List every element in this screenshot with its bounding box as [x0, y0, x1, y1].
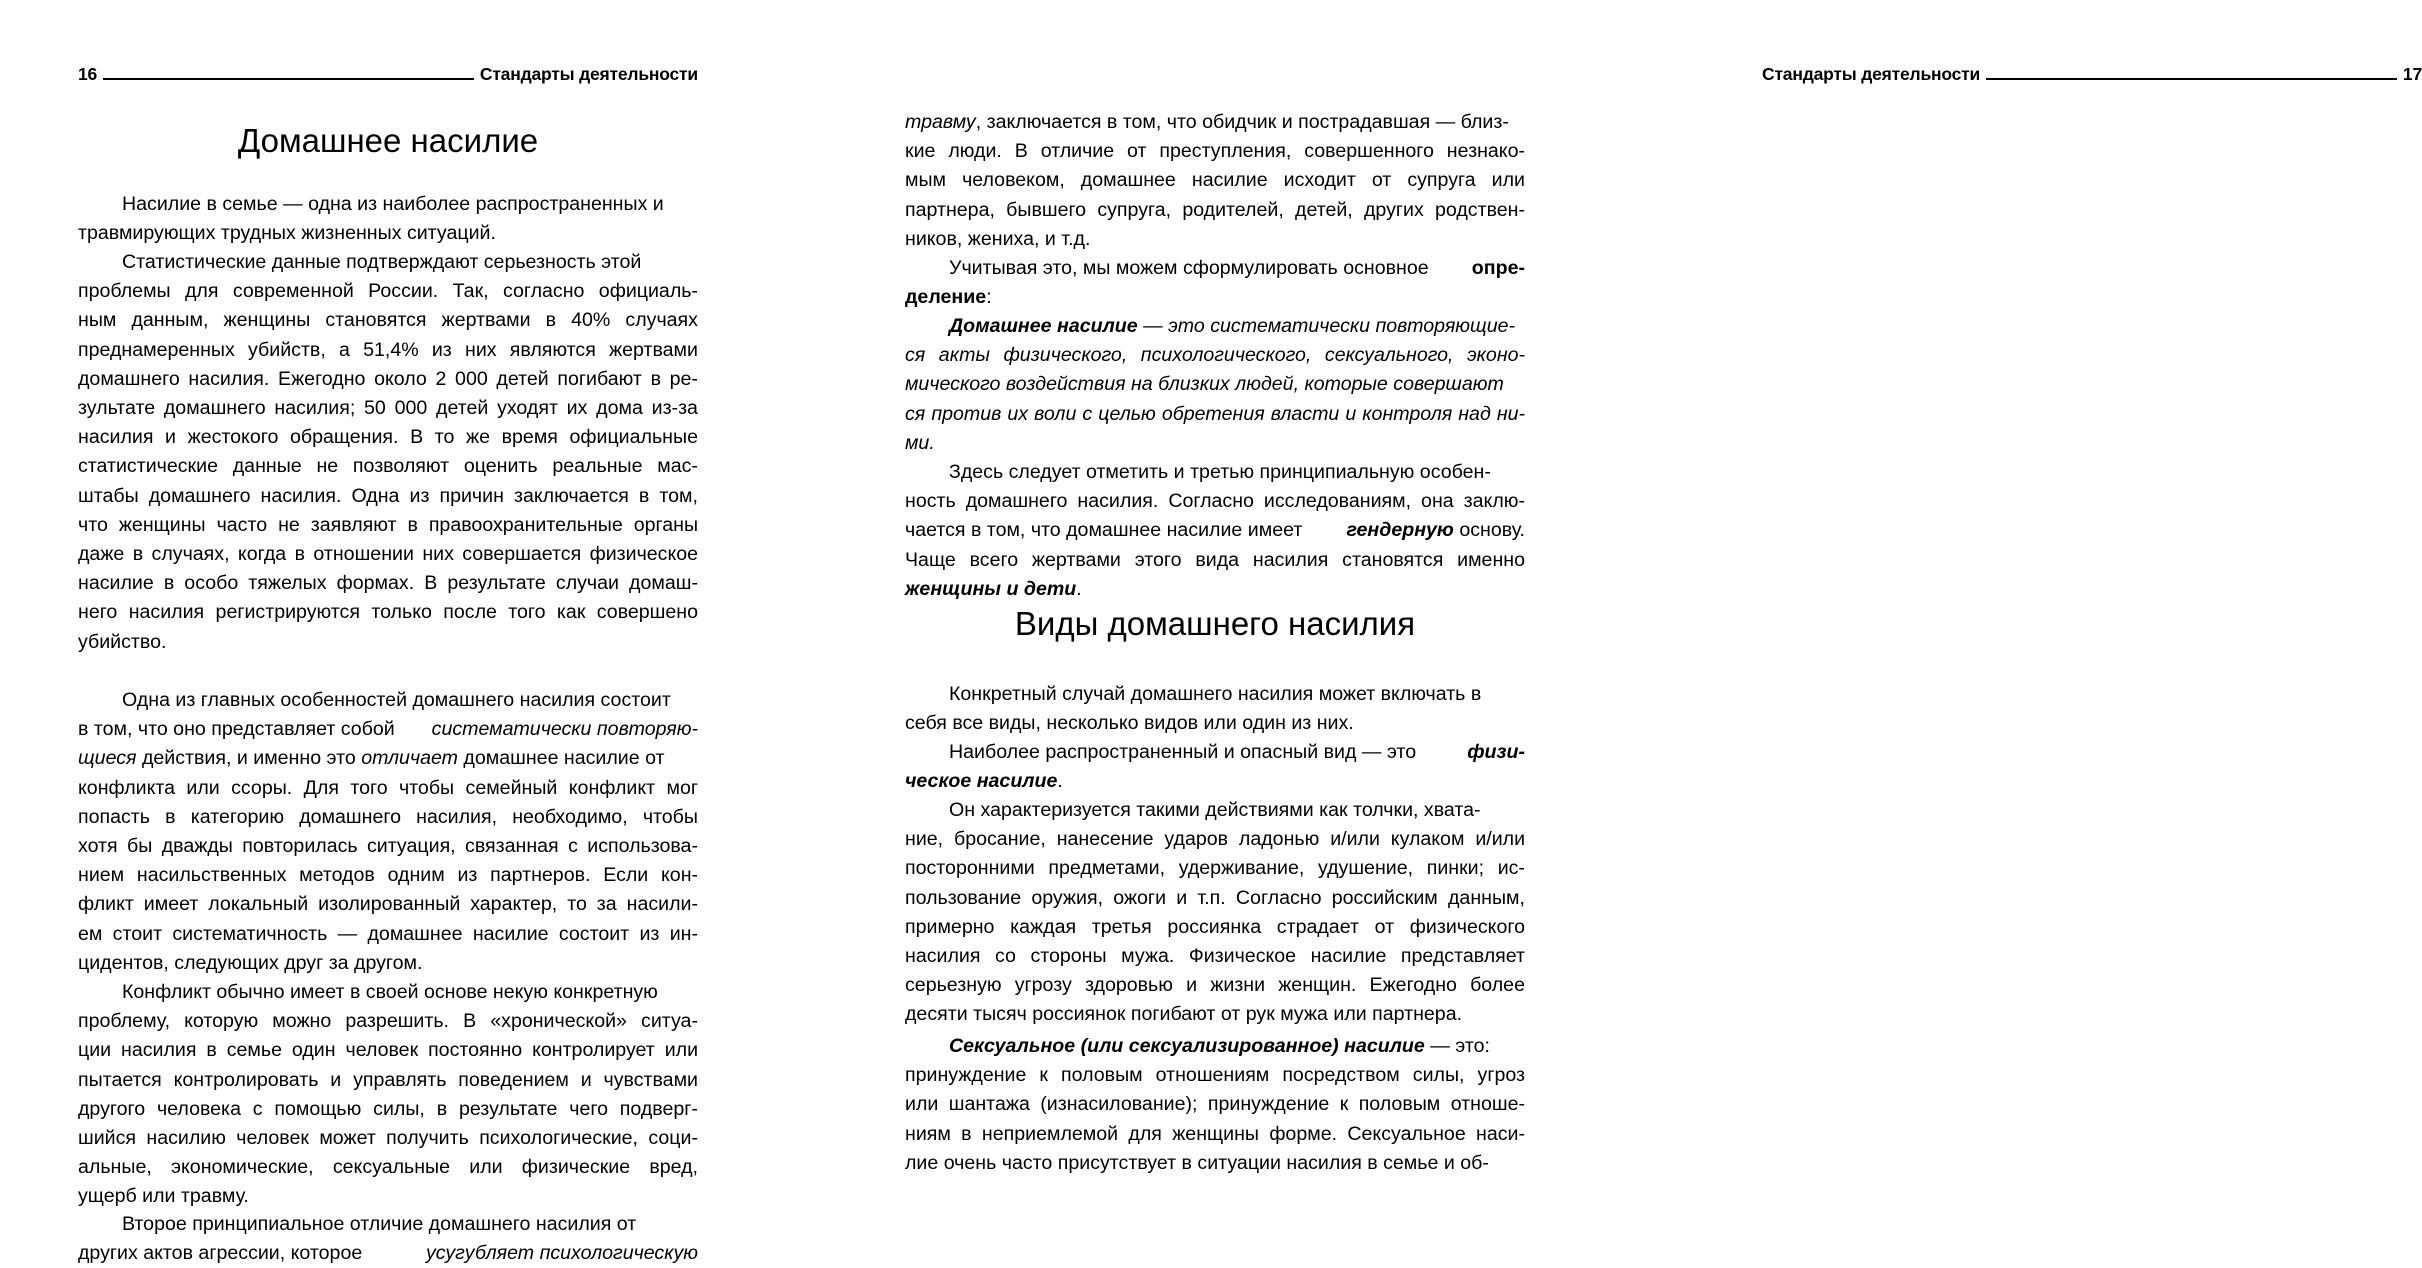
text-line: партнера, бывшего супруга, родителей, детей, других родствен-: [905, 198, 1526, 221]
paragraph-p5: [78, 1210, 698, 1268]
paragraph-r2: [905, 254, 1525, 312]
text-line: посторонними предметами, удерживание, удушение, пинки; ис-: [905, 857, 1525, 880]
text-line: альные, экономические, сексуальные или физические вред,: [78, 1156, 698, 1179]
text-line: в том, что оно представляет собой систематически повторяю-: [78, 718, 698, 741]
running-head-rule-right: [1986, 78, 2397, 80]
text-line: ся акты физического, психологического, сексуального, эконо-: [905, 344, 1526, 367]
text-line: преднамеренных убийств, а 51,4% из них являются жертвами: [78, 338, 698, 361]
text-line: травмирующих трудных жизненных ситуаций.: [78, 222, 496, 245]
paragraph-r3-definition: [905, 312, 1525, 458]
text-line: Он характеризуется такими действиями как толчки, хвата-: [949, 799, 1481, 821]
text-line: попасть в категорию домашнего насилия, необходимо, чтобы: [78, 805, 698, 828]
paragraph-r4: [905, 458, 1525, 604]
running-head-left: [78, 64, 698, 85]
text-line: принуждение к половым отношениям посредством силы, угроз: [905, 1064, 1526, 1087]
text-line: Наиболее распространенный и опасный вид — это физи-: [949, 741, 1525, 763]
text-line: мым человеком, домашнее насилие исходит от супруга или: [905, 169, 1525, 192]
page-number-right: 17: [2402, 64, 2422, 84]
text-line: пытается контролировать и управлять поведением и чувствами: [78, 1068, 698, 1091]
text-line: насилия и жестокого обращения. В то же время официальные: [78, 426, 698, 449]
text-line: зультате домашнего насилия; 50 000 детей уходят их дома из-за: [78, 397, 698, 420]
text-line: Домашнее насилие — это систематически повторяющие-: [949, 315, 1516, 337]
paragraph-r1: [905, 108, 1525, 254]
text-line: ми.: [905, 431, 935, 454]
text-line: Здесь следует отметить и третью принципиальную особен-: [949, 461, 1491, 483]
text-line: женщины и дети.: [905, 577, 1082, 600]
text-line: домашнего насилия. Ежегодно около 2 000 детей погибают в ре-: [78, 367, 698, 390]
text-line: себя все виды, несколько видов или один из них.: [905, 712, 1354, 735]
text-line: Второе принципиальное отличие домашнего насилия от: [122, 1213, 637, 1235]
section-heading-types-of-domestic-violence: Виды домашнего насилия: [1014, 605, 1416, 642]
running-head-title-right: Стандарты деятельности: [1762, 64, 1981, 84]
text-line: примерно каждая третья россиянка страдает от физического: [905, 915, 1525, 938]
text-line: Чаще всего жертвами этого вида насилия становятся именно: [905, 548, 1525, 571]
text-line: серьезную угрозу здоровью и жизни женщин. Ежегодно более: [905, 974, 1525, 997]
text-line: Насилие в семье — одна из наиболее распространенных и: [122, 193, 664, 215]
running-head-title-left: Стандарты деятельности: [479, 64, 698, 84]
text-line: ческое насилие.: [905, 770, 1063, 793]
running-head-right: [1762, 64, 2422, 85]
running-head-rule-left: [103, 78, 474, 80]
text-line: травму , заключается в том, что обидчик и пострадавшая — близ-: [905, 111, 1509, 133]
text-line: ние, бросание, нанесение ударов ладонью и/или кулаком и/или: [905, 828, 1526, 851]
text-line: Статистические данные подтверждают серьезность этой: [122, 251, 642, 273]
text-line: статистические данные не позволяют оценить реальные мас-: [78, 455, 698, 478]
text-line: проблему, которую можно разрешить. В «хронической» ситуа-: [78, 1010, 698, 1033]
text-line: Учитывая это, мы можем сформулировать основное опре-: [949, 257, 1525, 279]
chapter-heading-domestic-violence: Домашнее насилие: [237, 122, 539, 159]
paragraph-r8: [905, 1032, 1525, 1178]
text-line: десяти тысяч россиянок погибают от рук мужа или партнера.: [905, 1003, 1463, 1026]
text-line: шийся насилию человек может получить психологические, соци-: [78, 1127, 698, 1150]
text-line: него насилия регистрируются только после того как совершено: [78, 601, 699, 624]
text-line: щиеся действия, и именно это отличает домашнее насилие от: [78, 747, 665, 770]
paragraph-p4: [78, 978, 698, 1212]
text-line: ным данным, женщины становятся жертвами в 40% случаях: [78, 309, 698, 332]
text-line: кие люди. В отличие от преступления, совершенного незнако-: [905, 140, 1525, 163]
paragraph-r7: [905, 796, 1525, 1030]
text-line: ем стоит систематичность — домашнее насилие состоит из ин-: [78, 922, 698, 945]
paragraph-p3: [78, 686, 698, 978]
paragraph-p2: [78, 248, 698, 657]
text-line: цидентов, следующих друг за другом.: [78, 951, 423, 974]
text-line: ущерб или травму.: [78, 1185, 249, 1208]
text-line: ниям в неприемлемой для женщины форме. Сексуальное наси-: [905, 1122, 1526, 1145]
text-line: пользование оружия, ожоги и т.п. Согласно российским данным,: [905, 886, 1525, 909]
text-line: лие очень часто присутствует в ситуации насилия в семье и об-: [905, 1151, 1489, 1174]
text-line: ся против их воли с целью обретения власти и контроля над ни-: [905, 402, 1526, 425]
text-line: даже в случаях, когда в отношении них совершается физическое: [78, 543, 699, 566]
text-line: Конфликт обычно имеет в своей основе некую конкретную: [122, 981, 658, 1003]
paragraph-p1: [78, 190, 698, 248]
text-line: убийство.: [78, 630, 167, 653]
right-page: [857, 0, 2422, 1210]
text-line: деление:: [905, 286, 992, 309]
text-line: что женщины часто не заявляют в правоохранительные органы: [78, 513, 699, 536]
text-line: фликт имеет локальный изолированный характер, то за насили-: [78, 893, 698, 916]
text-line: Конкретный случай домашнего насилия может включать в: [949, 683, 1482, 705]
paragraph-r6: [905, 738, 1525, 796]
page-number-left: 16: [78, 64, 98, 84]
text-line: Одна из главных особенностей домашнего насилия состоит: [122, 689, 671, 711]
text-line: ность домашнего насилия. Согласно исследованиям, она заклю-: [905, 490, 1525, 513]
text-line: хотя бы дважды повторилась ситуация, связанная с использова-: [78, 835, 698, 858]
text-line: ции насилия в семье один человек постоянно контролирует или: [78, 1039, 699, 1062]
text-line: проблемы для современной России. Так, согласно официаль-: [78, 280, 698, 303]
text-line: мического воздействия на близких людей, которые совершают: [905, 373, 1504, 396]
text-line: чается в том, что домашнее насилие имеет гендерную основу.: [905, 519, 1525, 542]
text-line: другого человека с помощью силы, в результате чего подверг-: [78, 1097, 698, 1120]
text-line: ников, жениха, и т.д.: [905, 227, 1091, 250]
text-line: Сексуальное (или сексуализированное) насилие — это:: [949, 1035, 1490, 1057]
left-page: [0, 0, 856, 1265]
paragraph-r5: [905, 680, 1525, 738]
text-line: конфликта или ссоры. Для того чтобы семейный конфликт мог: [78, 776, 698, 799]
text-line: насилия со стороны мужа. Физическое насилие представляет: [905, 945, 1525, 968]
text-line: других актов агрессии, которое усугубляет психологическую: [78, 1242, 698, 1265]
text-line: нием насильственных методов одним из партнеров. Если кон-: [78, 864, 699, 887]
text-line: или шантажа (изнасилование); принуждение к половым отноше-: [905, 1093, 1526, 1116]
text-line: насилие в особо тяжелых формах. В результате случаи домаш-: [78, 572, 698, 595]
text-line: штабы домашнего насилия. Одна из причин заключается в том,: [78, 484, 698, 507]
